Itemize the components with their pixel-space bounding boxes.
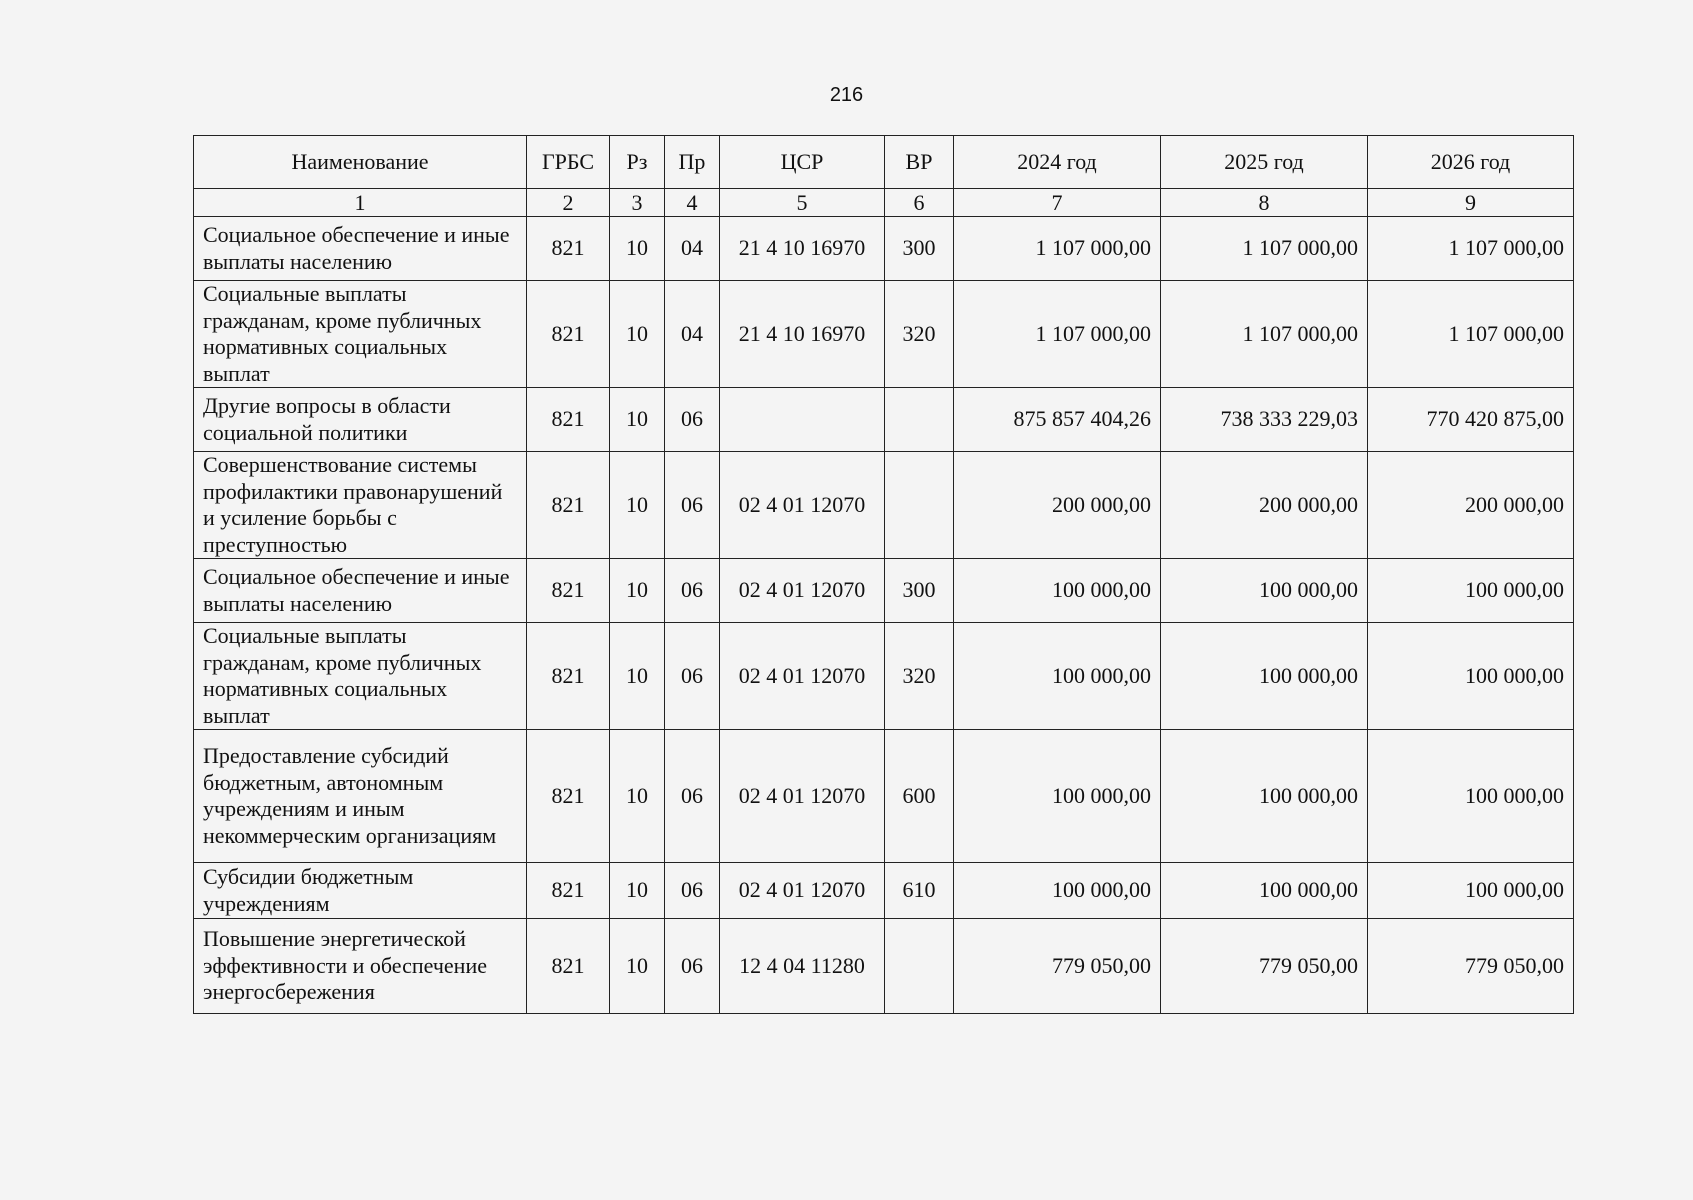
column-number-row [194,189,1574,217]
row-amount-2026: 1 107 000,00 [1368,281,1574,388]
column-header-pr: Пр [665,136,720,189]
row-grbs: 821 [527,623,610,730]
row-vr: 320 [885,623,954,730]
row-name: Другие вопросы в области социальной политики [194,388,527,452]
row-name: Социальное обеспечение и иные выплаты населению [194,559,527,623]
row-csr: 02 4 01 12070 [720,623,885,730]
budget-table [193,135,1574,1014]
row-grbs: 821 [527,388,610,452]
column-header-2026: 2026 год [1368,136,1574,189]
row-grbs: 821 [527,559,610,623]
column-header-name: Наименование [194,136,527,189]
row-csr: 02 4 01 12070 [720,452,885,559]
row-pr: 04 [665,217,720,281]
row-rz: 10 [610,623,665,730]
row-name: Социальные выплаты гражданам, кроме публичных нормативных социальных выплат [194,281,527,388]
row-grbs: 821 [527,730,610,863]
table-row [194,281,1574,388]
row-amount-2024: 875 857 404,26 [954,388,1161,452]
row-name: Совершенствование системы профилактики правонарушений и усиление борьбы с преступностью [194,452,527,559]
row-amount-2024: 100 000,00 [954,863,1161,919]
row-csr: 02 4 01 12070 [720,730,885,863]
row-amount-2025: 1 107 000,00 [1161,281,1368,388]
column-number: 9 [1368,189,1574,217]
column-number: 1 [194,189,527,217]
column-header-csr: ЦСР [720,136,885,189]
table-row [194,217,1574,281]
row-vr: 320 [885,281,954,388]
row-grbs: 821 [527,281,610,388]
row-grbs: 821 [527,863,610,919]
row-amount-2026: 200 000,00 [1368,452,1574,559]
row-amount-2025: 1 107 000,00 [1161,217,1368,281]
row-name: Социальное обеспечение и иные выплаты населению [194,217,527,281]
table-row [194,452,1574,559]
row-amount-2025: 100 000,00 [1161,623,1368,730]
row-rz: 10 [610,281,665,388]
row-pr: 06 [665,730,720,863]
column-number: 4 [665,189,720,217]
row-grbs: 821 [527,919,610,1014]
row-amount-2025: 100 000,00 [1161,863,1368,919]
row-rz: 10 [610,919,665,1014]
row-amount-2026: 100 000,00 [1368,863,1574,919]
column-number: 8 [1161,189,1368,217]
row-amount-2024: 100 000,00 [954,623,1161,730]
column-header-2025: 2025 год [1161,136,1368,189]
row-name: Социальные выплаты гражданам, кроме публичных нормативных социальных выплат [194,623,527,730]
row-pr: 06 [665,559,720,623]
row-rz: 10 [610,863,665,919]
row-amount-2025: 738 333 229,03 [1161,388,1368,452]
row-amount-2025: 200 000,00 [1161,452,1368,559]
row-rz: 10 [610,388,665,452]
row-amount-2025: 100 000,00 [1161,559,1368,623]
row-pr: 06 [665,452,720,559]
row-vr: 600 [885,730,954,863]
table-row [194,730,1574,863]
row-amount-2024: 1 107 000,00 [954,281,1161,388]
row-amount-2024: 100 000,00 [954,730,1161,863]
column-header-grbs: ГРБС [527,136,610,189]
table-row [194,919,1574,1014]
row-pr: 06 [665,919,720,1014]
row-csr: 02 4 01 12070 [720,559,885,623]
row-grbs: 821 [527,217,610,281]
table-row [194,623,1574,730]
row-amount-2026: 100 000,00 [1368,623,1574,730]
row-vr: 300 [885,559,954,623]
row-pr: 06 [665,388,720,452]
row-rz: 10 [610,730,665,863]
column-number: 2 [527,189,610,217]
column-number: 7 [954,189,1161,217]
row-amount-2025: 779 050,00 [1161,919,1368,1014]
row-name: Предоставление субсидий бюджетным, автономным учреждениям и иным некоммерческим организациям [194,730,527,863]
row-csr: 21 4 10 16970 [720,281,885,388]
column-header-rz: Рз [610,136,665,189]
column-number: 5 [720,189,885,217]
row-rz: 10 [610,452,665,559]
row-rz: 10 [610,559,665,623]
column-number: 3 [610,189,665,217]
column-header-vr: ВР [885,136,954,189]
row-grbs: 821 [527,452,610,559]
row-csr: 02 4 01 12070 [720,863,885,919]
row-amount-2026: 100 000,00 [1368,730,1574,863]
column-header-2024: 2024 год [954,136,1161,189]
table-row [194,559,1574,623]
row-vr: 610 [885,863,954,919]
row-amount-2026: 779 050,00 [1368,919,1574,1014]
row-vr [885,452,954,559]
row-pr: 06 [665,623,720,730]
row-amount-2026: 1 107 000,00 [1368,217,1574,281]
row-rz: 10 [610,217,665,281]
column-number: 6 [885,189,954,217]
row-amount-2026: 770 420 875,00 [1368,388,1574,452]
row-vr: 300 [885,217,954,281]
page-number: 216 [829,84,864,106]
table-row [194,863,1574,919]
row-amount-2024: 100 000,00 [954,559,1161,623]
row-amount-2024: 779 050,00 [954,919,1161,1014]
row-vr [885,919,954,1014]
row-amount-2024: 200 000,00 [954,452,1161,559]
row-name: Повышение энергетической эффективности и обеспечение энергосбережения [194,919,527,1014]
row-csr [720,388,885,452]
row-vr [885,388,954,452]
row-pr: 04 [665,281,720,388]
header-row [194,136,1574,189]
row-amount-2026: 100 000,00 [1368,559,1574,623]
row-csr: 21 4 10 16970 [720,217,885,281]
row-name: Субсидии бюджетным учреждениям [194,863,527,919]
row-csr: 12 4 04 11280 [720,919,885,1014]
table-row [194,388,1574,452]
row-amount-2025: 100 000,00 [1161,730,1368,863]
row-amount-2024: 1 107 000,00 [954,217,1161,281]
row-pr: 06 [665,863,720,919]
